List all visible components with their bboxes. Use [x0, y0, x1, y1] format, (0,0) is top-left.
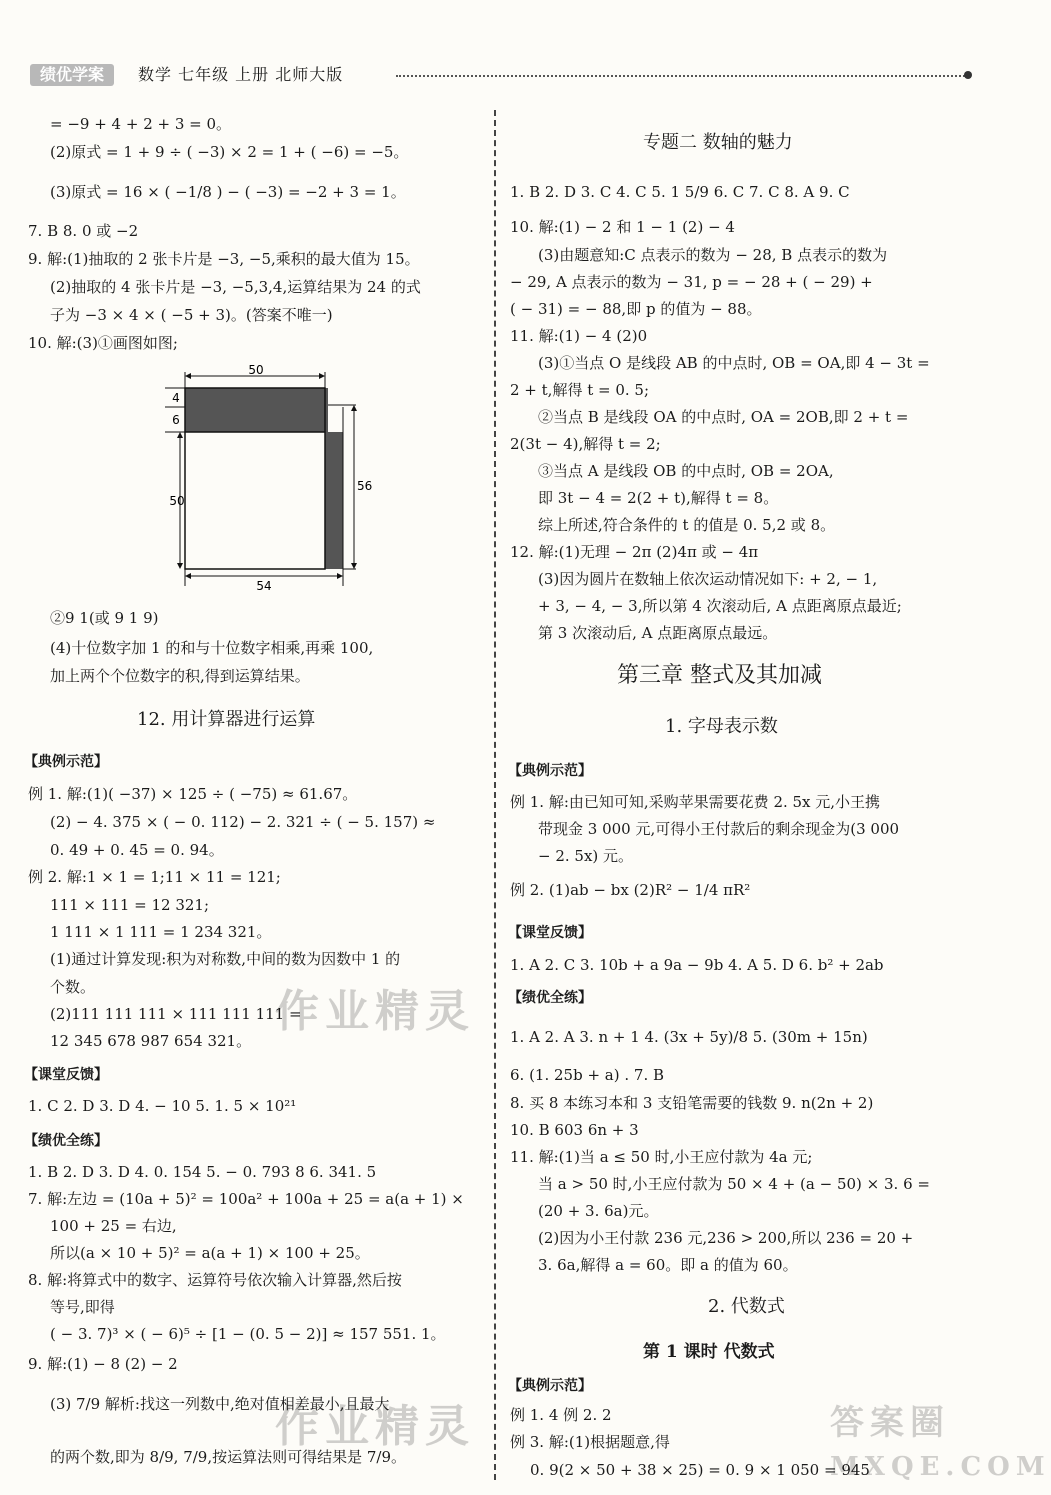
- text-line: 3. 6a,解得 a = 60。即 a 的值为 60。: [538, 1256, 798, 1274]
- strip-4: [185, 388, 328, 407]
- text-line: (1)通过计算发现:积为对称数,中间的数为因数中 1 的: [50, 950, 401, 968]
- text-line: ②9 1(或 9 1 9): [50, 609, 159, 627]
- text-line: 1 111 × 1 111 = 1 234 321。: [50, 923, 272, 941]
- dim-4: 4: [172, 391, 180, 405]
- text-line: + 3, − 4, − 3,所以第 4 次滚动后, A 点距离原点最近;: [538, 597, 902, 615]
- header-title: 数学 七年级 上册 北师大版: [138, 65, 344, 84]
- lesson-title: 第 1 课时 代数式: [643, 1342, 775, 1362]
- watermark: 作业精灵: [275, 986, 475, 1037]
- text-line: (20 + 3. 6a)元。: [538, 1202, 659, 1220]
- text-line: 1. B 2. D 3. C 4. C 5. 1 5/9 6. C 7. C 8. A 9. C: [510, 183, 850, 201]
- text-line: (3)由题意知:C 点表示的数为 − 28, B 点表示的数为: [538, 246, 888, 264]
- section-title: 12. 用计算器进行运算: [137, 709, 316, 730]
- text-line: (3) 7/9 解析:找这一列数中,绝对值相差最小,且最大: [50, 1395, 390, 1413]
- text-line: 7. 解:左边 = (10a + 5)² = 100a² + 100a + 25 = a(a + 1) ×: [28, 1190, 464, 1208]
- text-line: 10. B 603 6n + 3: [510, 1121, 639, 1139]
- dim-top: 50: [248, 363, 264, 377]
- text-line: 9. 解:(1)抽取的 2 张卡片是 −3, −5,乘积的最大值为 15。: [28, 250, 420, 268]
- dim-left: 50: [169, 494, 185, 508]
- text-line: 的两个数,即为 8/9, 7/9,按运算法则可得结果是 7/9。: [50, 1448, 407, 1466]
- text-line: ②当点 B 是线段 OA 的中点时, OA = 2OB,即 2 + t =: [538, 408, 909, 426]
- dim-right: 56: [357, 479, 373, 493]
- header-dot: [964, 71, 972, 79]
- text-line: 1. A 2. A 3. n + 1 4. (3x + 5y)/8 5. (30m + 15n): [510, 1028, 868, 1046]
- text-line: (2)原式 = 1 + 9 ÷ ( −3) × 2 = 1 + ( −6) = −5。: [50, 143, 409, 161]
- text-line: = −9 + 4 + 2 + 3 = 0。: [50, 115, 232, 133]
- text-line: (2)111 111 111 × 111 111 111 =: [50, 1005, 302, 1023]
- text-line: 子为 −3 × 4 × ( −5 + 3)。(答案不唯一): [50, 306, 333, 324]
- section-tag: 【绩优全练】: [24, 1133, 108, 1149]
- text-line: 111 × 111 = 12 321;: [50, 896, 210, 914]
- text-line: 9. 解:(1) − 8 (2) − 2: [28, 1355, 178, 1373]
- text-line: (2)抽取的 4 张卡片是 −3, −5,3,4,运算结果为 24 的式: [50, 278, 421, 296]
- text-line: 1. C 2. D 3. D 4. − 10 5. 1. 5 × 10²¹: [28, 1097, 297, 1115]
- text-line: 带现金 3 000 元,可得小王付款后的剩余现金为(3 000: [538, 820, 900, 838]
- text-line: 例 3. 解:(1)根据题意,得: [510, 1433, 670, 1451]
- text-line: 2(3t − 4),解得 t = 2;: [510, 435, 661, 453]
- text-line: 加上两个个位数字的积,得到运算结果。: [50, 667, 310, 685]
- strip-6: [185, 407, 328, 432]
- text-line: 当 a > 50 时,小王应付款为 50 × 4 + (a − 50) × 3. 6 =: [538, 1175, 930, 1193]
- watermark: 答案圈: [830, 1403, 950, 1443]
- section-title: 专题二 数轴的魅力: [643, 132, 793, 153]
- text-line: 11. 解:(1) − 4 (2)0: [510, 327, 648, 345]
- section-tag: 【典例示范】: [508, 763, 592, 779]
- text-line: 2 + t,解得 t = 0. 5;: [510, 381, 650, 399]
- area-figure: [160, 362, 375, 594]
- text-line: ③当点 A 是线段 OB 的中点时, OB = 2OA,: [538, 462, 834, 480]
- header-rule: [396, 75, 968, 77]
- strip-right: [325, 432, 343, 569]
- text-line: 1. B 2. D 3. D 4. 0. 154 5. − 0. 793 8 6. 341. 5: [28, 1163, 377, 1181]
- text-line: ( − 3. 7)³ × ( − 6)⁵ ÷ [1 − (0. 5 − 2)] ≈ 157 551. 1。: [50, 1325, 446, 1343]
- text-line: 8. 解:将算式中的数字、运算符号依次输入计算器,然后按: [28, 1271, 402, 1289]
- text-line: − 2. 5x) 元。: [538, 847, 634, 865]
- text-line: 等号,即得: [50, 1298, 115, 1316]
- text-line: ( − 31) = − 88,即 p 的值为 − 88。: [510, 300, 762, 318]
- text-line: 12 345 678 987 654 321。: [50, 1032, 252, 1050]
- text-line: 1. A 2. C 3. 10b + a 9a − 9b 4. A 5. D 6. b² + 2ab: [510, 956, 884, 974]
- text-line: 100 + 25 = 右边,: [50, 1217, 177, 1235]
- section-tag: 【课堂反馈】: [508, 925, 592, 941]
- text-line: 第 3 次滚动后, A 点距离原点最远。: [538, 624, 778, 642]
- text-line: − 29, A 点表示的数为 − 31, p = − 28 + ( − 29) +: [510, 273, 873, 291]
- section-tag: 【课堂反馈】: [24, 1067, 108, 1083]
- section-tag: 【典例示范】: [508, 1378, 592, 1394]
- text-line: (4)十位数字加 1 的和与十位数字相乘,再乘 100,: [50, 639, 374, 657]
- text-line: 8. 买 8 本练习本和 3 支铅笔需要的钱数 9. n(2n + 2): [510, 1094, 874, 1112]
- text-line: 例 1. 解:(1)( −37) × 125 ÷ ( −75) ≈ 61.67。: [28, 785, 358, 803]
- text-line: 0. 9(2 × 50 + 38 × 25) = 0. 9 × 1 050 = 945: [530, 1461, 870, 1479]
- text-line: 10. 解:(3)①画图如图;: [28, 334, 178, 352]
- text-line: (3)①当点 O 是线段 AB 的中点时, OB = OA,即 4 − 3t =: [538, 354, 930, 372]
- text-line: 例 2. 解:1 × 1 = 1;11 × 11 = 121;: [28, 868, 281, 886]
- text-line: 综上所述,符合条件的 t 的值是 0. 5,2 或 8。: [538, 516, 836, 534]
- dim-bottom: 54: [256, 579, 272, 593]
- watermark: 作业精灵: [275, 1401, 475, 1452]
- text-line: 12. 解:(1)无理 − 2π (2)4π 或 − 4π: [510, 543, 759, 561]
- text-line: 即 3t − 4 = 2(2 + t),解得 t = 8。: [538, 489, 779, 507]
- text-line: 11. 解:(1)当 a ≤ 50 时,小王应付款为 4a 元;: [510, 1148, 813, 1166]
- column-divider: [494, 110, 496, 1480]
- header-badge: 绩优学案: [30, 64, 114, 86]
- text-line: 7. B 8. 0 或 −2: [28, 222, 139, 240]
- watermark: MXQE.COM: [830, 1452, 1051, 1482]
- page-header: [26, 64, 976, 86]
- section-title: 2. 代数式: [708, 1296, 785, 1317]
- text-line: 例 1. 解:由已知可知,采购苹果需要花费 2. 5x 元,小王携: [510, 793, 881, 811]
- text-line: 例 2. (1)ab − bx (2)R² − 1/4 πR²: [510, 881, 751, 899]
- text-line: (3)因为圆片在数轴上依次运动情况如下: + 2, − 1,: [538, 570, 878, 588]
- section-tag: 【绩优全练】: [508, 990, 592, 1006]
- text-line: 0. 49 + 0. 45 = 0. 94。: [50, 841, 224, 859]
- text-line: 所以(a × 10 + 5)² = a(a + 1) × 100 + 25。: [50, 1244, 370, 1262]
- section-tag: 【典例示范】: [24, 754, 108, 770]
- text-line: 个数。: [50, 978, 96, 996]
- section-title: 1. 字母表示数: [665, 716, 778, 737]
- text-line: (2) − 4. 375 × ( − 0. 112) − 2. 321 ÷ ( − 5. 157) ≈: [50, 813, 436, 831]
- dim-6: 6: [172, 413, 180, 427]
- chapter-title: 第三章 整式及其加减: [617, 663, 822, 688]
- text-line: 6. (1. 25b + a) . 7. B: [510, 1066, 665, 1084]
- text-line: 10. 解:(1) − 2 和 1 − 1 (2) − 4: [510, 218, 735, 236]
- text-line: (3)原式 = 16 × ( −1/8 ) − ( −3) = −2 + 3 = 1。: [50, 183, 406, 201]
- text-line: (2)因为小王付款 236 元,236 > 200,所以 236 = 20 +: [538, 1229, 914, 1247]
- text-line: 例 1. 4 例 2. 2: [510, 1406, 612, 1424]
